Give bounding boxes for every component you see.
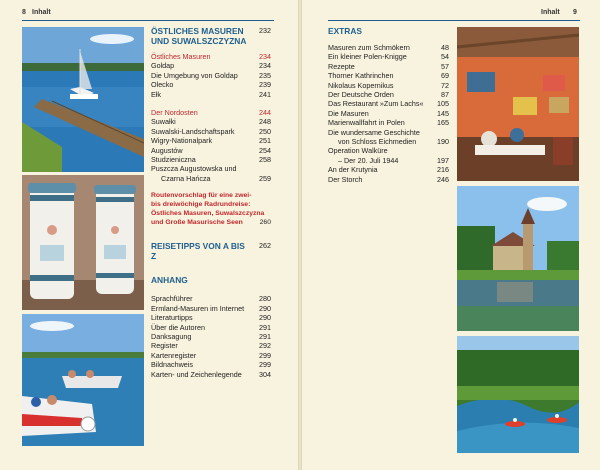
left-header-rule (22, 20, 274, 21)
right-header-rule (328, 20, 580, 21)
toc-entry[interactable]: Der Storch 246 (328, 174, 449, 184)
toc-entry[interactable]: Suwałki 248 (151, 117, 271, 127)
toc-group-oestliches-masuren[interactable] (151, 52, 271, 61)
toc-entry[interactable]: Register 292 (151, 341, 271, 351)
toc-entry[interactable]: Marienwallfahrt in Polen 165 (328, 118, 449, 128)
toc-entry[interactable]: Masuren zum Schmökern 48 (328, 43, 449, 52)
toc-entry[interactable]: Das Restaurant »Zum Lachs« 105 (328, 99, 449, 109)
toc-section-anhang[interactable]: ANHANG (151, 275, 188, 286)
right-page-number: 9 (573, 9, 577, 16)
toc-group-nordosten[interactable] (151, 108, 271, 117)
photo-lake-pier (22, 27, 144, 172)
toc-entry[interactable]: Rezepte 57 (328, 61, 449, 71)
toc-entry[interactable]: Augustów 254 (151, 145, 271, 155)
toc-group-title: Östliches Masuren (151, 52, 211, 61)
toc-group-title: Der Nordosten (151, 108, 198, 118)
toc-entry[interactable]: Karten- und Zeichenlegende 304 (151, 369, 271, 379)
toc-entry[interactable]: Ermland-Masuren im Internet 290 (151, 303, 271, 313)
photo-restaurant-interior (457, 27, 579, 181)
toc-entry[interactable]: Nikolaus Kopernikus 72 (328, 80, 449, 90)
photo-krutynia-kayaks (457, 336, 579, 453)
left-toc (151, 26, 271, 379)
toc-entry[interactable]: Suwalski-Landschaftspark 250 (151, 126, 271, 136)
toc-page-number: 244 (259, 108, 271, 118)
toc-entry[interactable]: Goldap 234 (151, 61, 271, 71)
left-page-number: 8 (22, 9, 26, 16)
toc-entry[interactable]: Olecko 239 (151, 80, 271, 90)
toc-entry[interactable]: Sprachführer 280 (151, 294, 271, 304)
toc-entry[interactable]: Wigry-Nationalpark 251 (151, 136, 271, 146)
toc-route-suggestion[interactable]: Routenvorschlag für eine zwei- bis dreiwöchige Radrundreise: Östliches Masuren, Suwalszczyzna und Große Masurische Seen 260 (151, 192, 271, 227)
photo-tiled-stoves (22, 175, 144, 310)
toc-page-number: 234 (259, 52, 271, 61)
toc-entry[interactable]: An der Krutynia 216 (328, 165, 449, 175)
toc-entry[interactable]: Über die Autoren 291 (151, 322, 271, 332)
toc-entry[interactable]: Studzieniczna 258 (151, 155, 271, 165)
toc-entry[interactable]: Kartenregister 299 (151, 350, 271, 360)
toc-section-title: ÖSTLICHES MASUREN UND SUWALSZCZYZNA (151, 26, 247, 46)
toc-entry[interactable]: Die Masuren 145 (328, 108, 449, 118)
toc-page-number: 232 (259, 26, 271, 35)
right-running-header: Inhalt (541, 9, 560, 16)
toc-entry[interactable]: Danksagung 291 (151, 331, 271, 341)
toc-entry[interactable]: Der Deutsche Orden 87 (328, 90, 449, 100)
toc-entry-multiline[interactable]: Die wundersame Geschichte von Schloss Eichmedien 190 (328, 127, 449, 147)
toc-section-extras[interactable]: EXTRAS (328, 26, 362, 36)
photo-castle-pond (457, 186, 579, 331)
toc-entry[interactable]: Thorner Kathrinchen 69 (328, 71, 449, 81)
toc-entry[interactable]: Die Umgebung von Goldap 235 (151, 70, 271, 80)
toc-entry[interactable]: Ein kleiner Polen-Knigge 54 (328, 52, 449, 62)
right-toc (328, 26, 449, 184)
toc-entry-multiline[interactable]: Operation Walküre – Der 20. Juli 1944 197 (328, 146, 449, 165)
toc-entry[interactable]: Literaturtipps 290 (151, 313, 271, 323)
toc-entry-multiline[interactable]: Puszcza Augustowska und Czarna Hańcza 259 (151, 164, 271, 183)
photo-paddle-boats (22, 314, 144, 446)
toc-section-oestliches-masuren[interactable] (151, 26, 271, 46)
toc-entry[interactable]: Bildnachweis 299 (151, 360, 271, 370)
toc-section-reisetipps[interactable]: REISETIPPS VON A BIS Z 262 (151, 241, 271, 262)
toc-entry[interactable]: Ełk 241 (151, 89, 271, 99)
left-running-header: Inhalt (32, 9, 51, 16)
